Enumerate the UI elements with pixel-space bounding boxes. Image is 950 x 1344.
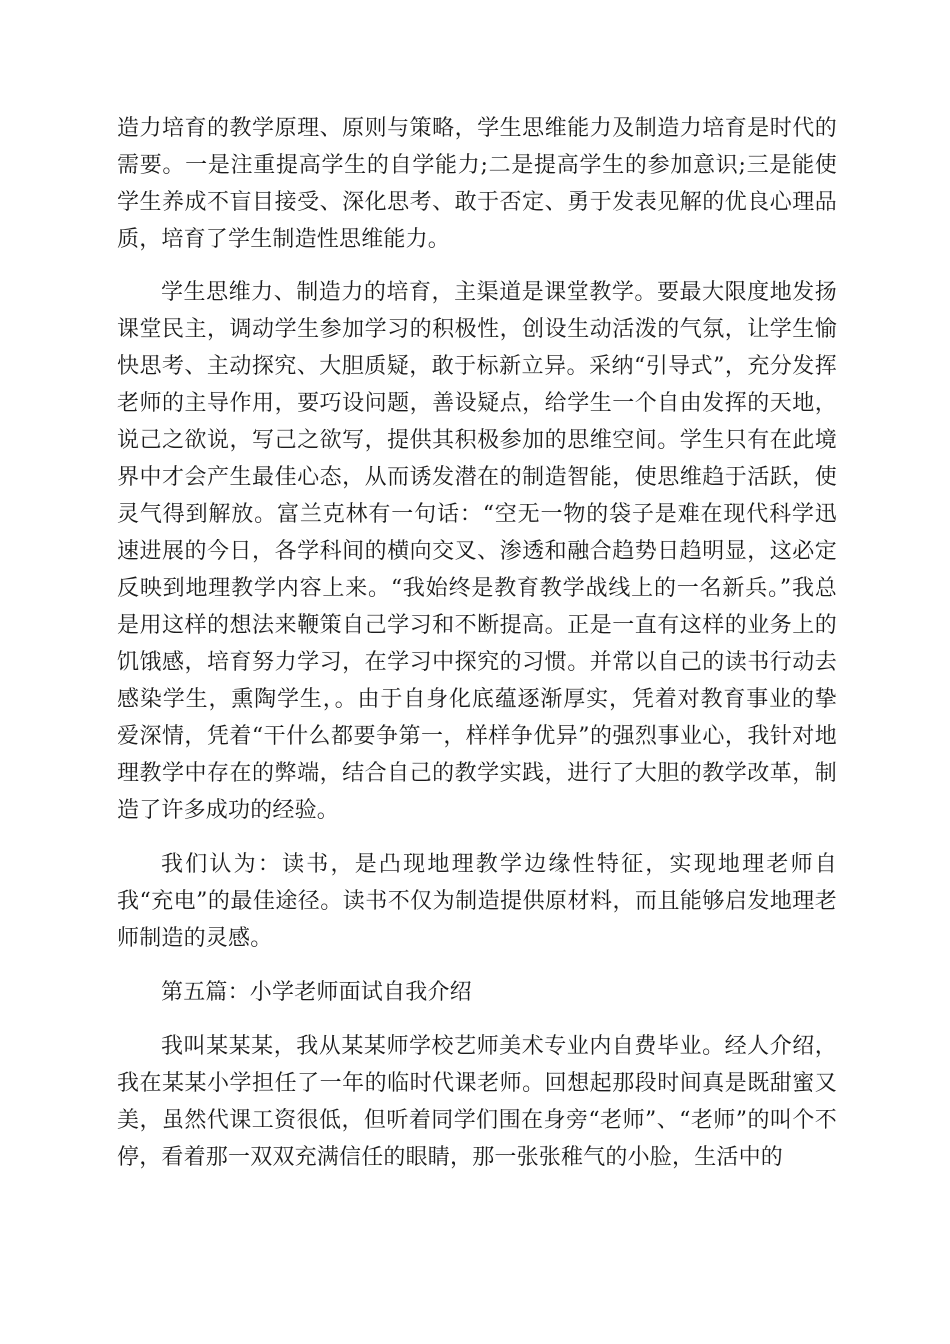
section-heading: 第五篇：小学老师面试自我介绍: [161, 980, 472, 1005]
paragraph-continuation: 造力培育的教学原理、原则与策略，学生思维能力及制造力培育是时代的需要。一是注重提高学生的自学能力;二是提高学生的参加意识;三是能使学生养成不盲目接受、深化思考、敢于否定、勇于发表见解的优良心理品质，培育了学生制造性思维能力。: [117, 116, 837, 252]
paragraph-classroom-teaching: 学生思维力、制造力的培育，主渠道是课堂教学。要最大限度地发扬课堂民主，调动学生参加学习的积极性，创设生动活泼的气氛，让学生愉快思考、主动探究、大胆质疑，敢于标新立异。采纳“引导式”，充分发挥老师的主导作用，要巧设问题，善设疑点，给学生一个自由发挥的天地，说己之欲说，写己之欲写，提供其积极参加的思维空间。学生只有在此境界中才会产生最佳心态，从而诱发潜在的制造智能，使思维趋于活跃，使灵气得到解放。富兰克林有一句话：“空无一物的袋子是难在现代科学迅速进展的今日，各学科间的横向交叉、渗透和融合趋势日趋明显，这必定反映到地理教学内容上来。“我始终是教育教学战线上的一名新兵。”我总是用这样的想法来鞭策自己学习和不断提高。正是一直有这样的业务上的饥饿感，培育努力学习，在学习中探究的习惯。并常以自己的读书行动去感染学生，熏陶学生，。由于自身化底蕴逐渐厚实，凭着对教育事业的挚爱深情，凭着“干什么都要争第一，样样争优异”的强烈事业心，我针对地理教学中存在的弊端，结合自己的教学实践，进行了大胆的教学改革，制造了许多成功的经验。: [117, 280, 837, 823]
paragraph-self-introduction: 我叫某某某，我从某某师学校艺师美术专业内自费毕业。经人介绍，我在某某小学担任了一年的临时代课老师。回想起那段时间真是既甜蜜又美，虽然代课工资很低，但听着同学们围在身旁“老师”、“老师”的叫个不停，看着那一双双充满信任的眼睛，那一张张稚气的小脸，生活中的: [117, 1034, 837, 1170]
paragraph-reading: 我们认为：读书，是凸现地理教学边缘性特征，实现地理老师自我“充电”的最佳途径。读书不仅为制造提供原材料，而且能够启发地理老师制造的灵感。: [117, 852, 837, 951]
document-body: [117, 110, 837, 1176]
